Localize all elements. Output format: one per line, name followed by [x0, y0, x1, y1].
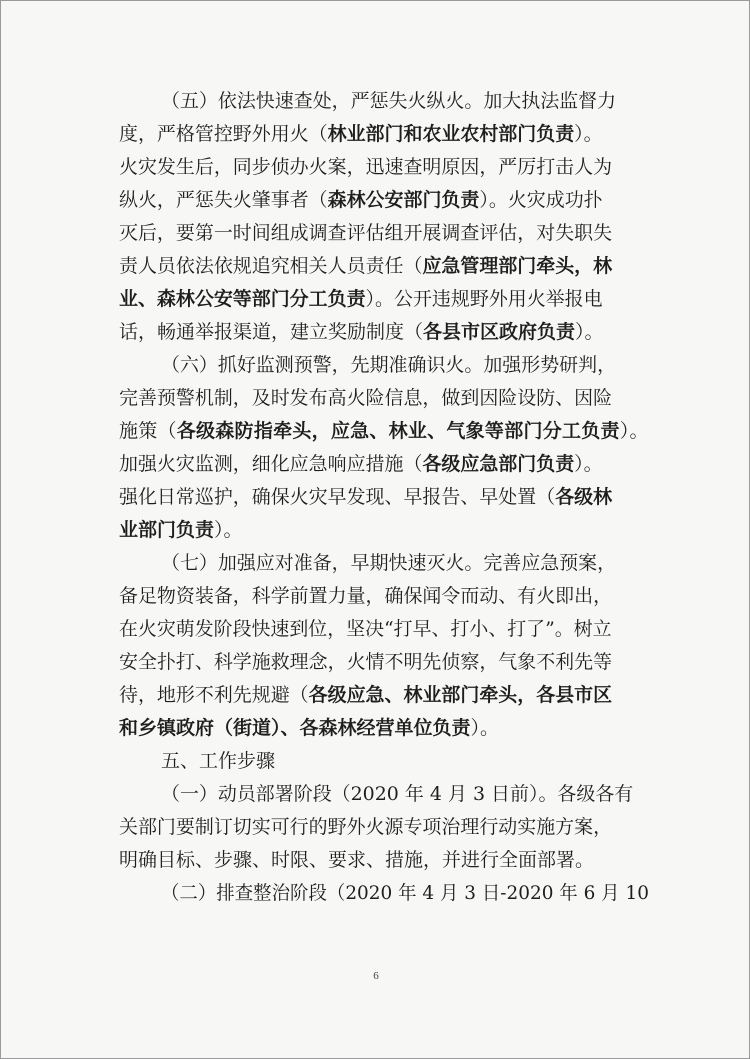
- text-run: 在火灾萌发阶段快速到位，坚决“打早、打小、打了”。树立: [119, 618, 612, 640]
- text-run: 火灾发生后，同步侦办火案，迅速查明原因，严厉打击人为: [119, 156, 613, 178]
- text-run: ）。: [470, 717, 500, 739]
- text-line: [119, 419, 649, 443]
- text-line: [119, 617, 612, 641]
- text-run: ）。: [619, 420, 649, 442]
- text-run: （二）排查整治阶段（2020 年 4 月 3 日-2020 年 6 月 10: [161, 882, 649, 904]
- text-run: ）。火灾成功扑: [479, 189, 603, 211]
- text-run: （五）依法快速查处，严惩失火纵火。加大执法监督力: [161, 90, 617, 112]
- text-line: [119, 650, 612, 674]
- text-run: 责人员依法依规追究相关人员责任（: [119, 255, 423, 277]
- text-run: ）。: [214, 519, 243, 541]
- text-run: 加强火灾监测，细化应急响应措施（: [119, 453, 423, 475]
- text-line: [161, 551, 616, 575]
- responsibility-note: 森林公安部门负责: [327, 189, 480, 211]
- text-line: [119, 683, 612, 707]
- text-run: （一）动员部署阶段（2020 年 4 月 3 日前）。各级各有: [161, 783, 634, 805]
- text-run: 灭后，要第一时间组成调查评估组开展调查评估，对失职失: [119, 222, 613, 244]
- text-run: ）。: [575, 321, 604, 343]
- text-line: [161, 353, 616, 377]
- text-line: [119, 485, 612, 509]
- text-line: [119, 122, 603, 146]
- text-line: [119, 518, 243, 542]
- responsibility-note: 各县市区政府负责: [423, 321, 576, 343]
- text-run: ）。: [574, 453, 603, 475]
- text-line: [161, 89, 616, 113]
- text-line: [119, 188, 603, 212]
- text-run: 强化日常巡护，确保火灾早发现、早报告、早处置（: [119, 486, 556, 508]
- text-run: （七）加强应对准备，早期快速灭火。完善应急预案，: [161, 552, 617, 574]
- text-line: [119, 320, 604, 344]
- text-run: ）。: [574, 123, 603, 145]
- text-run: 安全扑打、科学施救理念，火情不明先侦察，气象不利先等: [119, 651, 613, 673]
- text-run: 施策（: [119, 420, 177, 442]
- text-line: [161, 782, 633, 806]
- text-line: [119, 386, 612, 410]
- responsibility-note: 各级林: [555, 486, 613, 508]
- text-run: 待，地形不利先规避（: [119, 684, 309, 706]
- responsibility-note: 业部门负责: [119, 519, 215, 541]
- responsibility-note: 各级应急、林业部门牵头，各县市区: [308, 684, 613, 706]
- responsibility-note: 应急管理部门牵头，林: [422, 255, 613, 277]
- text-line: [161, 881, 649, 905]
- text-run: 关部门要制订切实可行的野外火源专项治理行动实施方案，: [119, 816, 613, 838]
- responsibility-note: 各级森防指牵头，应急、林业、气象等部门分工负责: [176, 420, 620, 442]
- text-run: 话，畅通举报渠道，建立奖励制度（: [119, 321, 424, 343]
- responsibility-note: 和乡镇政府（街道）、各森林经营单位负责: [119, 717, 471, 739]
- text-line: [119, 287, 603, 311]
- text-run: 备足物资装备，科学前置力量，确保闻令而动、有火即出，: [119, 585, 613, 607]
- text-run: 完善预警机制，及时发布高火险信息，做到因险设防、因险: [119, 387, 613, 409]
- text-line: [119, 584, 612, 608]
- text-line: [119, 452, 603, 476]
- text-line: [119, 221, 612, 245]
- text-run: 度，严格管控野外用火（: [119, 123, 328, 145]
- text-run: 明确目标、步骤、时限、要求、措施，并进行全面部署。: [119, 849, 595, 871]
- text-line: [119, 155, 612, 179]
- text-line: [119, 815, 612, 839]
- text-line: [119, 254, 612, 278]
- text-run: （六）抓好监测预警，先期准确识火。加强形势研判，: [161, 354, 617, 376]
- text-line: [119, 848, 594, 872]
- page-number: 6: [373, 970, 379, 982]
- text-run: 五、工作步骤: [161, 750, 276, 772]
- responsibility-note: 业、森林公安等部门分工负责: [119, 288, 366, 310]
- text-run: ）。公开违规野外用火举报电: [365, 288, 603, 310]
- responsibility-note: 林业部门和农业农村部门负责: [327, 123, 575, 145]
- text-run: 纵火，严惩失火肇事者（: [119, 189, 328, 211]
- text-line: [119, 716, 499, 740]
- responsibility-note: 各级应急部门负责: [422, 453, 575, 475]
- text-line: [161, 749, 275, 773]
